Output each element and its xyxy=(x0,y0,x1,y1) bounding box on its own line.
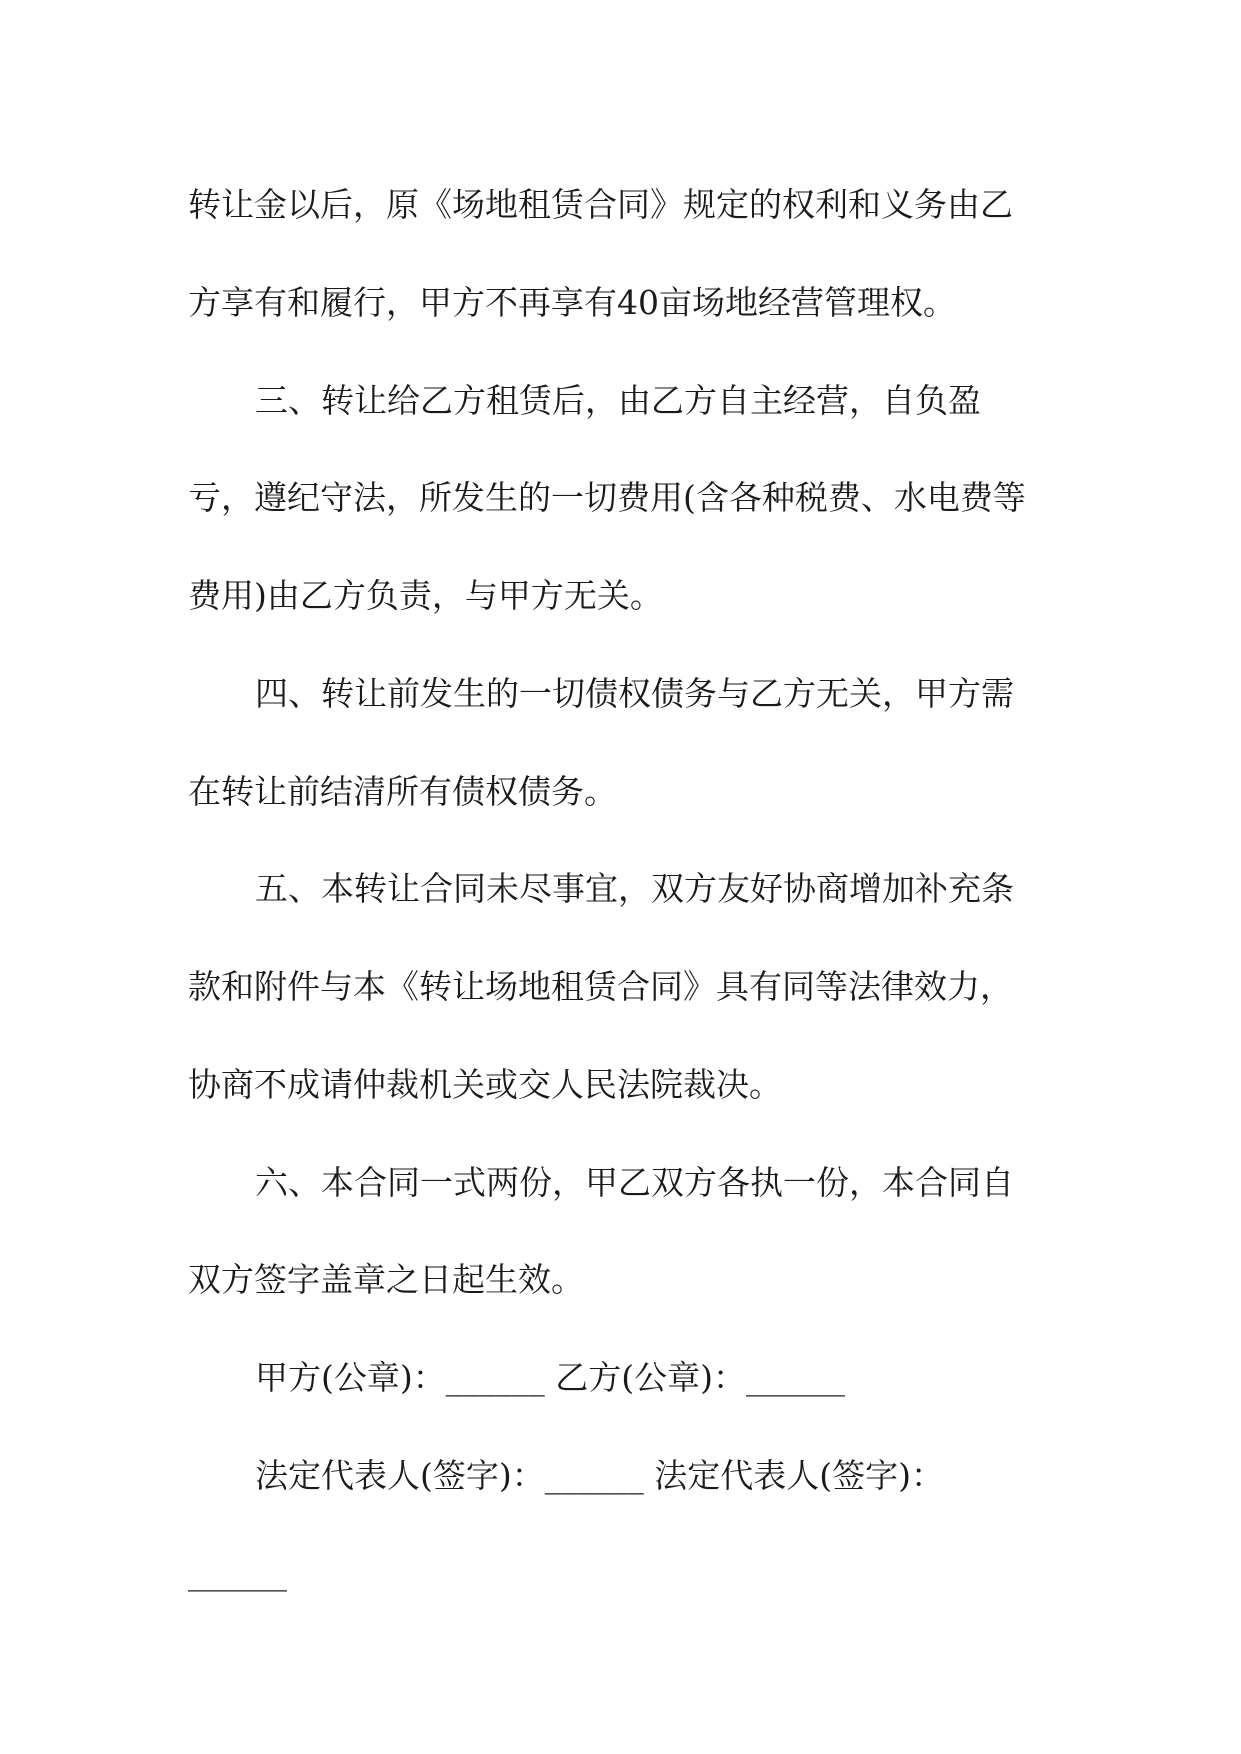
body-text-line: 方享有和履行，甲方不再享有40亩场地经营管理权。 xyxy=(188,283,956,322)
clause-six-start: 六、本合同一式两份，甲乙双方各执一份，本合同自 xyxy=(255,1163,1014,1202)
clause-three-start: 三、转让给乙方租赁后，由乙方自主经营，自负盈 xyxy=(255,381,981,420)
body-text-line: 转让金以后，原《场地租赁合同》规定的权利和义务由乙 xyxy=(188,185,1013,224)
clause-five-start: 五、本转让合同未尽事宜，双方友好协商增加补充条 xyxy=(255,869,1014,908)
signature-seal-line: 甲方(公章)：______ 乙方(公章)：______ xyxy=(255,1358,845,1397)
body-text-line: 款和附件与本《转让场地租赁合同》具有同等法律效力， xyxy=(188,967,1013,1006)
body-text-line: 双方签字盖章之日起生效。 xyxy=(188,1260,584,1299)
body-text-line: 在转让前结清所有债权债务。 xyxy=(188,772,617,811)
signature-representative-line: 法定代表人(签字)：______ 法定代表人(签字)： xyxy=(255,1456,944,1495)
clause-four-start: 四、转让前发生的一切债权债务与乙方无关，甲方需 xyxy=(255,674,1014,713)
body-text-line: 费用)由乙方负责，与甲方无关。 xyxy=(188,576,663,615)
body-text-line: 亏，遵纪守法，所发生的一切费用(含各种税费、水电费等 xyxy=(188,478,1026,517)
signature-blank: ______ xyxy=(188,1553,287,1592)
body-text-line: 协商不成请仲裁机关或交人民法院裁决。 xyxy=(188,1065,782,1104)
